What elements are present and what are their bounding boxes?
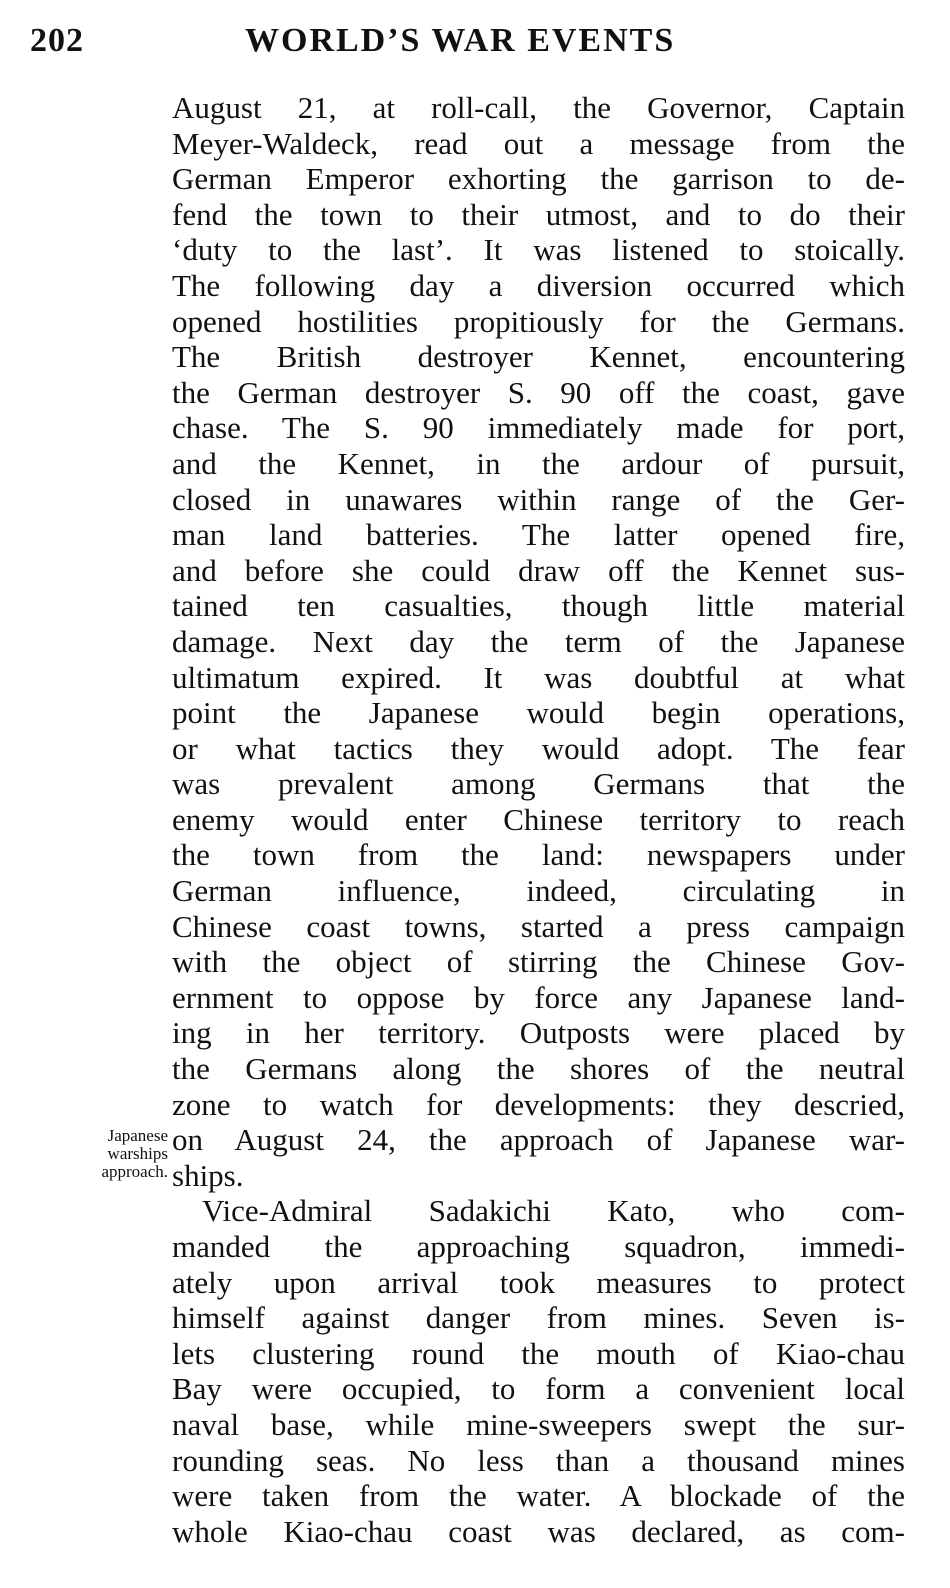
page-number: 202 xyxy=(30,22,84,59)
text-line: himself against danger from mines. Seven is- xyxy=(172,1300,905,1336)
text-line: the town from the land: newspapers under xyxy=(172,837,905,873)
text-line: closed in unawares within range of the Ger- xyxy=(172,481,905,517)
text-line: enemy would enter Chinese territory to reach xyxy=(172,801,905,837)
text-line: fend the town to their utmost, and to do their xyxy=(172,196,905,232)
text-line: rounding seas. No less than a thousand mines xyxy=(172,1442,905,1478)
text-line: with the object of stirring the Chinese Gov- xyxy=(172,944,905,980)
text-line: Meyer-Waldeck, read out a message from the xyxy=(172,125,905,161)
text-line: the German destroyer S. 90 off the coast, gave xyxy=(172,374,905,410)
text-line: whole Kiao-chau coast was declared, as com- xyxy=(172,1513,905,1549)
text-line: Bay were occupied, to form a convenient local xyxy=(172,1371,905,1407)
text-line: and before she could draw off the Kennet sus- xyxy=(172,552,905,588)
text-line: and the Kennet, in the ardour of pursuit, xyxy=(172,445,905,481)
text-line: ‘duty to the last’. It was listened to stoically. xyxy=(172,232,905,268)
margin-note xyxy=(38,1127,168,1181)
margin-note-line: approach. xyxy=(101,1162,168,1181)
margin-note-line: warships xyxy=(107,1144,168,1163)
text-line: ships. xyxy=(172,1157,244,1193)
text-line: lets clustering round the mouth of Kiao-chau xyxy=(172,1335,905,1371)
text-line: tained ten casualties, though little material xyxy=(172,588,905,624)
margin-note-line: Japanese xyxy=(107,1126,168,1145)
text-line: ultimatum expired. It was doubtful at what xyxy=(172,659,905,695)
text-line: manded the approaching squadron, immedi- xyxy=(172,1229,905,1264)
text-line: ernment to oppose by force any Japanese land- xyxy=(172,979,905,1015)
text-line: August 21, at roll-call, the Governor, Captain xyxy=(172,90,905,125)
text-line: chase. The S. 90 immediately made for port, xyxy=(172,410,905,446)
text-line: man land batteries. The latter opened fire, xyxy=(172,517,905,553)
body-text xyxy=(172,90,905,1549)
text-line: ately upon arrival took measures to protect xyxy=(172,1264,905,1300)
text-line: point the Japanese would begin operations, xyxy=(172,695,905,731)
text-line: German Emperor exhorting the garrison to de- xyxy=(172,161,905,197)
text-line: was prevalent among Germans that the xyxy=(172,766,905,802)
text-line: damage. Next day the term of the Japanese xyxy=(172,623,905,659)
text-line: German influence, indeed, circulating in xyxy=(172,873,905,909)
running-title: WORLD’S WAR EVENTS xyxy=(245,22,676,59)
text-line: the Germans along the shores of the neutral xyxy=(172,1051,905,1087)
text-line: or what tactics they would adopt. The fear xyxy=(172,730,905,766)
text-line: The following day a diversion occurred which xyxy=(172,267,905,303)
text-line: opened hostilities propitiously for the Germans. xyxy=(172,303,905,339)
text-line: were taken from the water. A blockade of the xyxy=(172,1478,905,1514)
text-line: zone to watch for developments: they descried, xyxy=(172,1086,905,1122)
text-line: ing in her territory. Outposts were placed by xyxy=(172,1015,905,1051)
text-line: Chinese coast towns, started a press campaign xyxy=(172,908,905,944)
text-line: Vice-Admiral Sadakichi Kato, who com- xyxy=(202,1193,905,1229)
page-header xyxy=(30,22,920,72)
text-line: on August 24, the approach of Japanese war- xyxy=(172,1122,905,1158)
text-line: The British destroyer Kennet, encountering xyxy=(172,339,905,375)
text-line: naval base, while mine-sweepers swept the sur- xyxy=(172,1406,905,1442)
